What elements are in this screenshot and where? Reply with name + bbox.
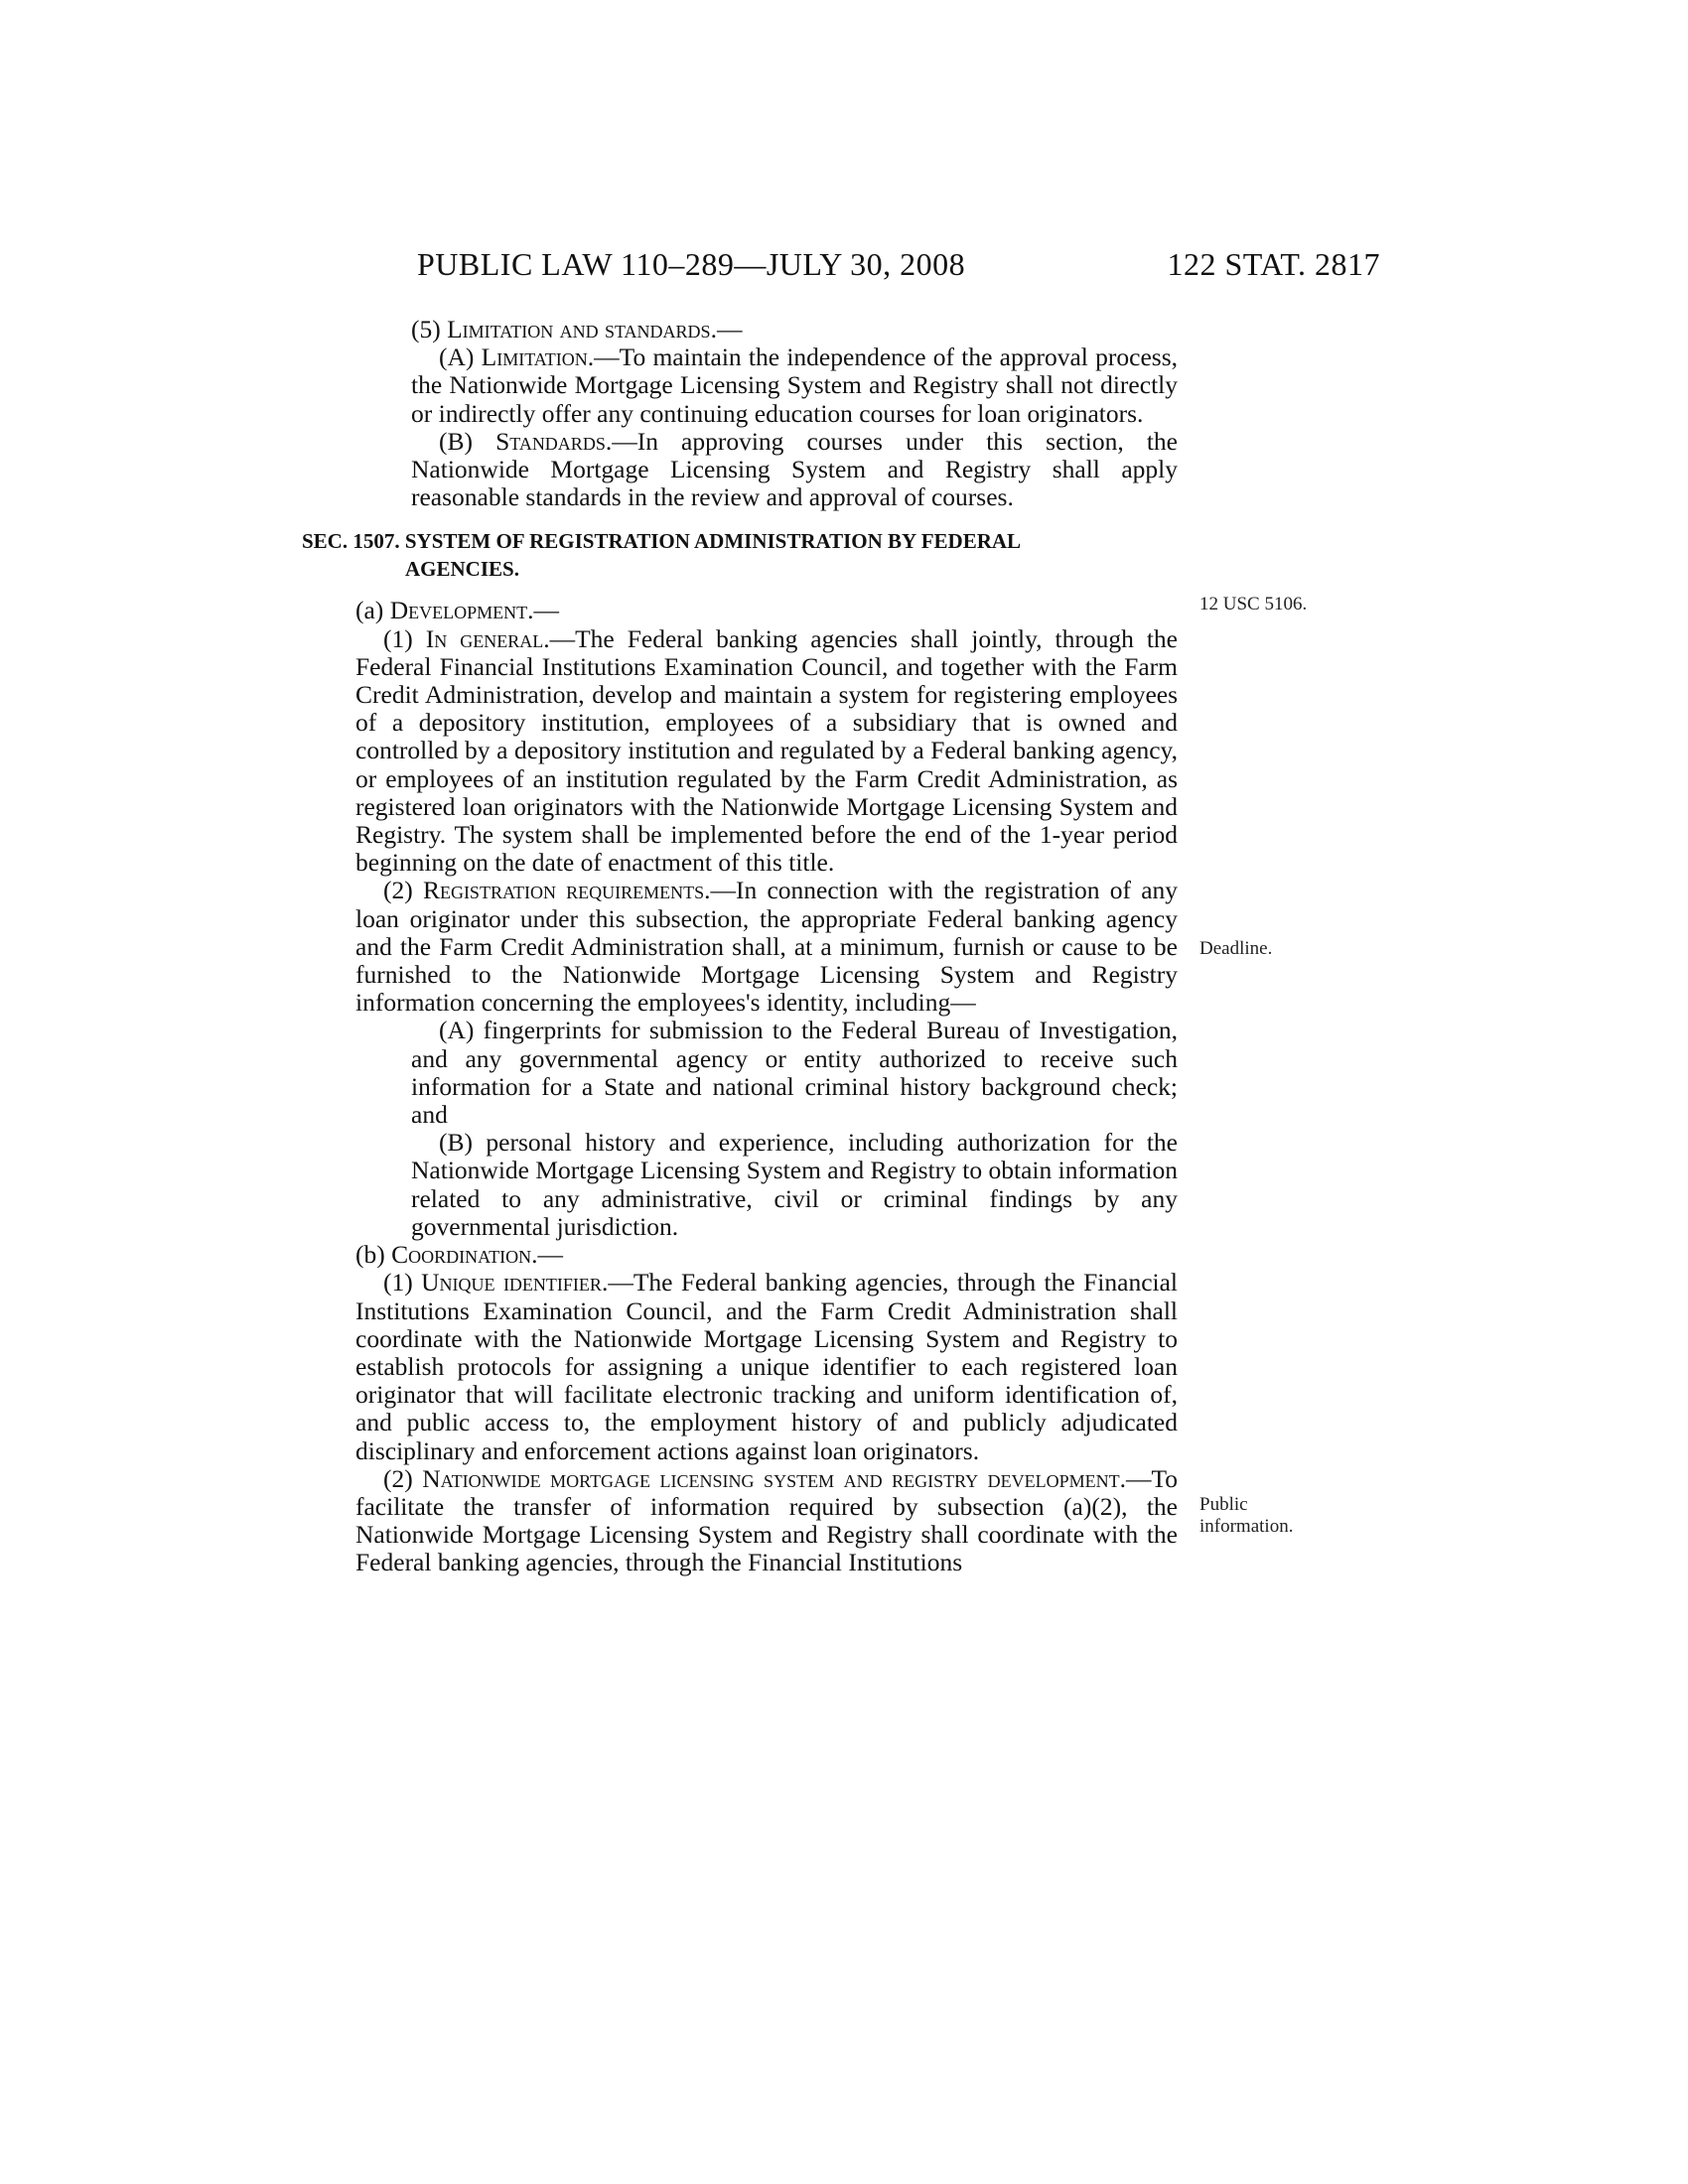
para-b1-num: (1): [383, 1268, 422, 1297]
para-b1: [355, 1269, 1178, 1464]
para-5b-title: Standards: [495, 426, 606, 456]
margin-note-public-1: Public: [1199, 1494, 1248, 1515]
para-a1: [355, 625, 1178, 878]
subsection-b-heading: [355, 1241, 1178, 1269]
section-heading: [302, 527, 1178, 583]
para-5b: [355, 428, 1178, 512]
para-a1-text: .—The Federal banking agencies shall jointly, through the Federal Financial Institutions Examination Council, and together with the Farm Credit Administration, develop and maintain a system for registering employees of a depository institution, employees of a subsidiary that is owned and controlled by a depository institution and regulated by a Federal banking agency, or employees of an institution regulated by the Farm Credit Administration, as registered loan originators with the Nationwide Mortgage Licensing System and Registry. The system shall be implemented before the end of the 1-year period beginning on the date of enactment of this title.: [355, 623, 1178, 878]
running-header: [417, 246, 1380, 290]
para-5a-title: Limitation: [481, 342, 588, 372]
para-5-title: Limitation and standards: [447, 315, 711, 343]
para-5-num: (5): [411, 315, 448, 343]
margin-note-deadline: Deadline.: [1199, 938, 1273, 959]
para-a2-num: (2): [383, 876, 423, 905]
para-5a-num: (A): [439, 342, 482, 372]
subsection-b-dash: .—: [531, 1240, 563, 1270]
para-b2-num: (2): [383, 1463, 423, 1493]
section-heading-line2: AGENCIES.: [405, 557, 519, 582]
para-a2: [355, 877, 1178, 1017]
para-a2-A: (A) fingerprints for submission to the Federal Bureau of Investigation, and any governmental agency or entity authorized to receive such information for a State and national criminal history background check; and: [411, 1016, 1178, 1130]
header-law-date: PUBLIC LAW 110–289—JULY 30, 2008: [417, 246, 966, 282]
para-b2-text: .—To facilitate the transfer of information required by subsection (a)(2), the Nationwide Mortgage Licensing System and Registry shall coordinate with the Federal banking agencies, through the Financial Institutions: [355, 1463, 1179, 1577]
para-b2: [355, 1465, 1178, 1577]
para-a2-title: Registration requirements: [422, 876, 705, 905]
para-b1-title: Unique identifier: [421, 1268, 602, 1297]
subsection-b-title: Coordination: [391, 1240, 532, 1270]
para-b1-text: .—The Federal banking agencies, through the Financial Institutions Examination Council, and the Farm Credit Administration shall coordinate with the Nationwide Mortgage Licensing System and Registry to establish protocols for assigning a unique identifier to each registered loan originator that will facilitate electronic tracking and uniform identification of, and public access to, the employment history of and publicly adjudicated disciplinary and enforcement actions against loan originators.: [355, 1268, 1179, 1465]
margin-note-usc: 12 USC 5106.: [1199, 594, 1308, 614]
para-a1-title: In general: [425, 623, 544, 653]
margin-note-public-2: information.: [1199, 1516, 1294, 1537]
header-stat-page: 122 STAT. 2817: [1167, 246, 1380, 282]
para-5b-text: .—In approving courses under this section, the Nationwide Mortgage Licensing System and Registry shall apply reasonable standards in the review and approval of courses.: [411, 426, 1178, 512]
document-body: [302, 315, 1179, 1577]
para-b2-title: Nationwide mortgage licensing system and registry development: [422, 1463, 1120, 1493]
para-a1-num: (1): [383, 623, 426, 653]
subsection-a-heading: [355, 597, 1178, 624]
subsection-a-title: Development: [389, 596, 528, 625]
para-5b-num: (B): [439, 426, 496, 456]
subsection-a-num: (a): [355, 596, 390, 625]
para-a2-text: .—In connection with the registration of any loan originator under this subsection, the appropriate Federal banking agency and the Farm Credit Administration shall, at a minimum, furnish or cause to be furnished to the Nationwide Mortgage Licensing System and Registry information concerning the employees's identity, including—: [355, 876, 1179, 1018]
para-a2-B: (B) personal history and experience, including authorization for the Nationwide Mortgage Licensing System and Registry to obtain information related to any administrative, civil or criminal findings by any governmental jurisdiction.: [411, 1128, 1178, 1241]
para-5-heading: [355, 316, 1178, 343]
para-5a: [355, 343, 1178, 428]
subsection-a-dash: .—: [527, 596, 559, 625]
section-heading-line1: SEC. 1507. SYSTEM OF REGISTRATION ADMINISTRATION BY FEDERAL: [302, 529, 1022, 554]
para-5-dash: .—: [710, 315, 743, 343]
para-5a-text: .—To maintain the independence of the approval process, the Nationwide Mortgage Licensing System and Registry shall not directly or indirectly offer any continuing education courses for loan originators.: [411, 342, 1178, 428]
subsection-b-num: (b): [355, 1240, 392, 1270]
